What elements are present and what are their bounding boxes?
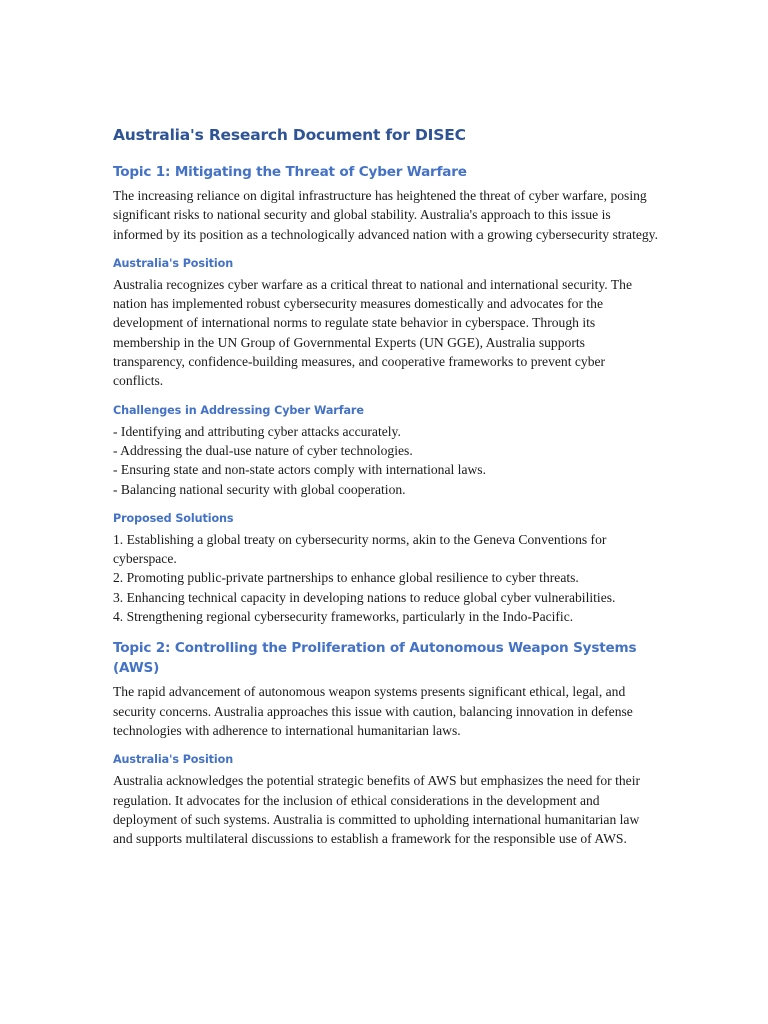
topic2-intro: The rapid advancement of autonomous weapon systems presents significant ethical, legal, and security concerns. Australia approaches this issue with caution, balancing innovation in defense technologies with adherence to international humanitarian laws.: [113, 684, 633, 738]
challenge-item: - Balancing national security with global cooperation.: [113, 481, 406, 497]
solutions-heading: Proposed Solutions: [113, 511, 234, 525]
topic1-position-text: Australia recognizes cyber warfare as a critical threat to national and international security. The nation has implemented robust cybersecurity measures domestically and advocates for the development of international norms to regulate state behavior in cyberspace. Through its membership in the UN Group of Governmental Experts (UN GGE), Australia supports transparency, confidence-building measures, and cooperative frameworks to prevent cyber conflicts.: [113, 276, 632, 389]
solution-item: 2. Promoting public-private partnerships to enhance global resilience to cyber threats.: [113, 570, 579, 586]
challenge-item: - Addressing the dual-use nature of cyber technologies.: [113, 442, 413, 458]
topic2-position-heading: Australia's Position: [113, 753, 234, 767]
solution-item: 3. Enhancing technical capacity in developing nations to reduce global cyber vulnerabilities.: [113, 589, 616, 605]
topic1-heading: Topic 1: Mitigating the Threat of Cyber Warfare: [113, 164, 467, 180]
document-title: Australia's Research Document for DISEC: [113, 126, 466, 144]
topic1-intro: The increasing reliance on digital infrastructure has heightened the threat of cyber warfare, posing significant risks to national security and global stability. Australia's approach to this issue is informed by its position as a technologically advanced nation with a growing cybersecurity strategy.: [113, 188, 658, 242]
document-page: [113, 124, 658, 848]
topic2-heading: Topic 2: Controlling the Proliferation of Autonomous Weapon Systems (AWS): [113, 640, 637, 677]
challenge-item: - Ensuring state and non-state actors comply with international laws.: [113, 462, 486, 478]
challenges-heading: Challenges in Addressing Cyber Warfare: [113, 403, 364, 417]
topic2-position-text: Australia acknowledges the potential strategic benefits of AWS but emphasizes the need for their regulation. It advocates for the inclusion of ethical considerations in the development and deployment of such systems. Australia is committed to upholding international humanitarian law and supports multilateral discussions to establish a framework for the responsible use of AWS.: [113, 773, 641, 847]
topic1-position-heading: Australia's Position: [113, 256, 234, 270]
solution-item: 4. Strengthening regional cybersecurity frameworks, particularly in the Indo-Pacific.: [113, 609, 574, 625]
challenge-item: - Identifying and attributing cyber attacks accurately.: [113, 423, 401, 439]
solution-item: 1. Establishing a global treaty on cybersecurity norms, akin to the Geneva Conventions for cyberspace.: [113, 531, 607, 567]
